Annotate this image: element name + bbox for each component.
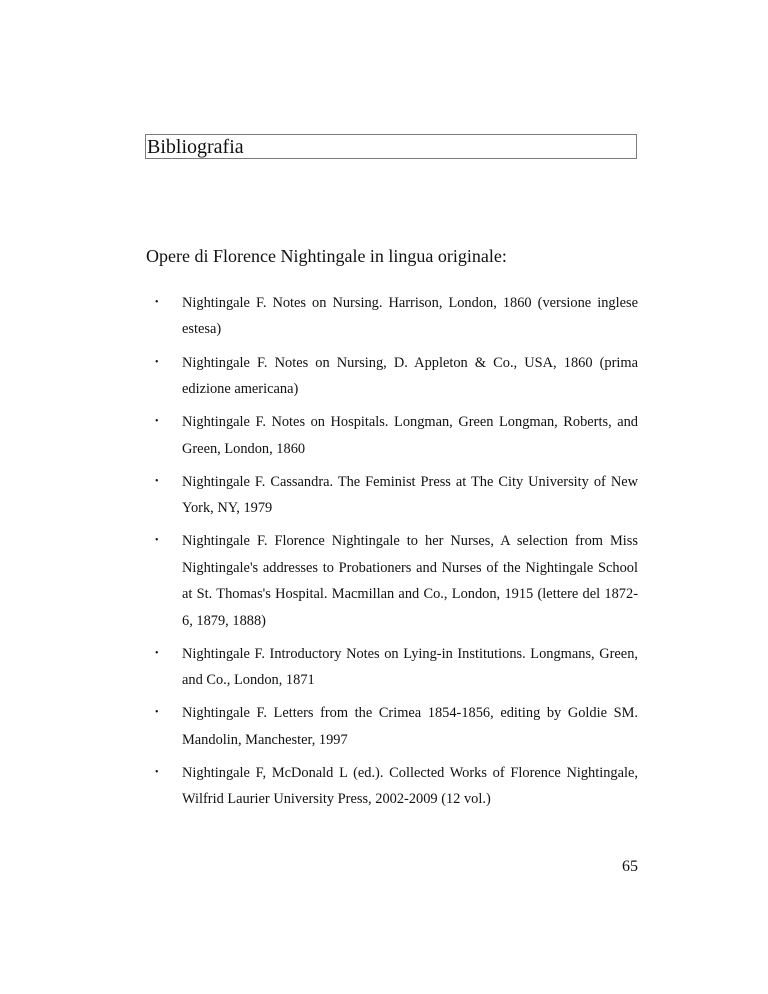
section-heading: Opere di Florence Nightingale in lingua originale: xyxy=(146,246,507,266)
bullet-icon: • xyxy=(155,416,159,428)
reference-text: Nightingale F. Notes on Hospitals. Longman, Green Longman, Roberts, and Green, London, 1860 xyxy=(182,414,638,457)
reference-text: Nightingale F. Letters from the Crimea 1854-1856, editing by Goldie SM. Mandolin, Manchester, 1997 xyxy=(182,705,638,748)
reference-item xyxy=(146,290,638,343)
bullet-icon: • xyxy=(155,647,159,659)
bullet-icon: • xyxy=(155,475,159,487)
reference-item xyxy=(146,641,638,694)
reference-item xyxy=(146,528,638,634)
page-number: 65 xyxy=(622,858,638,875)
reference-item xyxy=(146,700,638,753)
reference-item xyxy=(146,760,638,813)
bullet-icon: • xyxy=(155,535,159,547)
reference-text: Nightingale F. Introductory Notes on Lying-in Institutions. Longmans, Green, and Co., London, 1871 xyxy=(182,645,638,689)
bullet-icon: • xyxy=(155,356,159,368)
title-box xyxy=(145,134,637,159)
reference-text: Nightingale F. Notes on Nursing, D. Appleton & Co., USA, 1860 (prima edizione americana) xyxy=(182,354,638,398)
reference-item xyxy=(146,409,638,462)
reference-text: Nightingale F. Florence Nightingale to her Nurses, A selection from Miss Nightingale's addresses to Probationers and Nurses of the Nightingale School at St. Thomas's Hospital. Macmillan and Co., London, 1915 (lettere del 1872-6, 1879, 1888) xyxy=(182,533,638,629)
bullet-icon: • xyxy=(155,707,159,719)
reference-item xyxy=(146,469,638,522)
page-title: Bibliografia xyxy=(147,136,244,158)
reference-text: Nightingale F. Cassandra. The Feminist Press at The City University of New York, NY, 1979 xyxy=(182,473,638,517)
reference-item xyxy=(146,350,638,403)
reference-text: Nightingale F. Notes on Nursing. Harrison, London, 1860 (versione inglese estesa) xyxy=(182,295,638,338)
reference-text: Nightingale F, McDonald L (ed.). Collected Works of Florence Nightingale, Wilfrid Laurier University Press, 2002-2009 (12 vol.) xyxy=(182,765,638,808)
reference-list xyxy=(146,290,638,820)
bullet-icon: • xyxy=(155,297,159,308)
bullet-icon: • xyxy=(155,767,159,779)
